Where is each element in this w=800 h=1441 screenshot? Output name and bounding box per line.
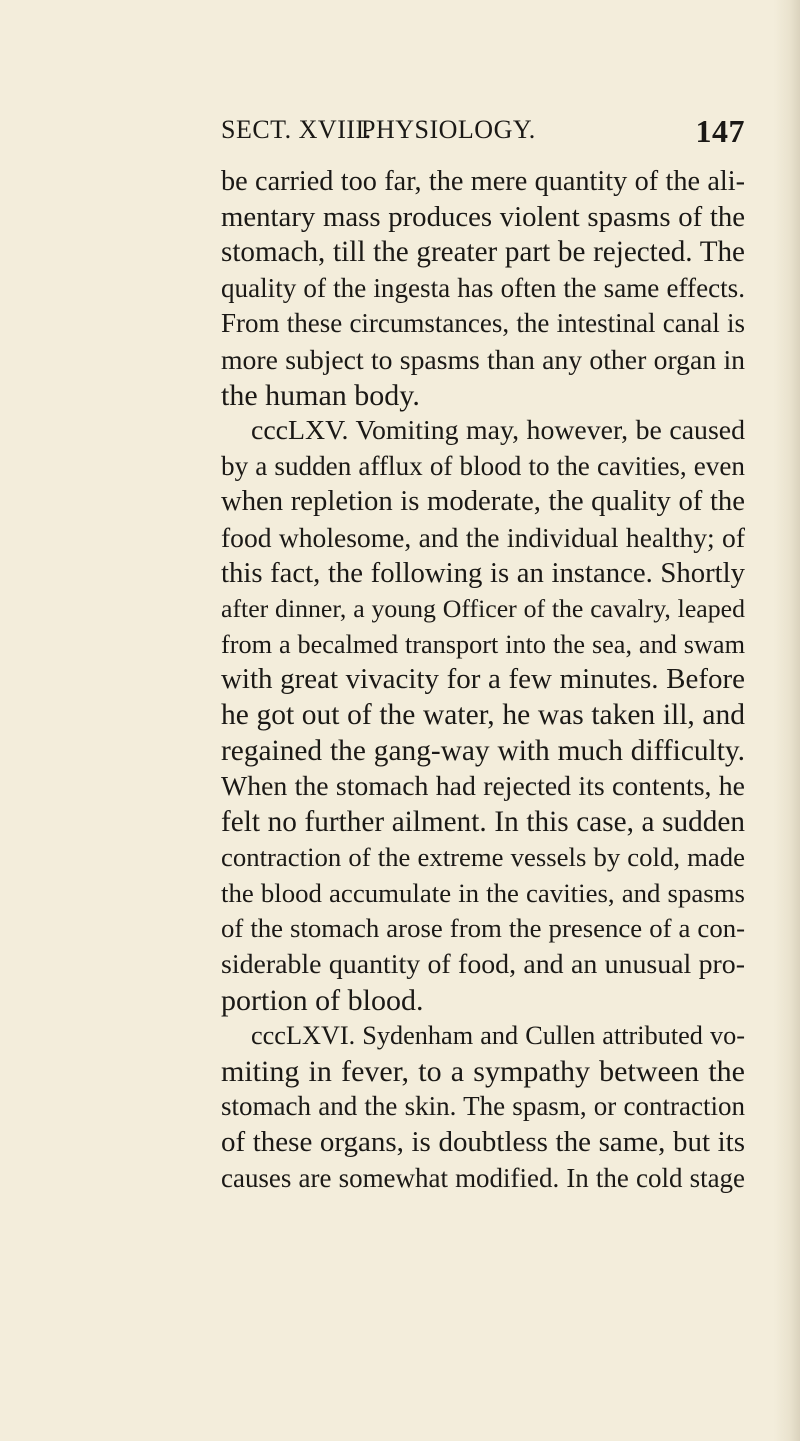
text-line: be carried too far, the mere quantity of the ali- [221,166,745,197]
page-number: 147 [695,113,745,149]
paragraph-start-ccclxv: cccLXV. Vomiting may, however, be caused [251,415,745,447]
text-line: of these organs, is doubtless the same, but its [221,1126,745,1159]
text-line: siderable quantity of food, and an unusual pro- [221,949,745,981]
text-line: From these circumstances, the intestinal canal is [221,308,745,339]
text-line: the blood accumulate in the cavities, and spasms [221,877,745,908]
text-line: When the stomach had rejected its contents, he [221,771,745,803]
text-line: this fact, the following is an instance. Shortly [221,556,745,589]
text-line: quality of the ingesta has often the same effects. [221,272,745,303]
running-title: PHYSIOLOGY. [361,115,536,144]
text-line: felt no further ailment. In this case, a sudden [221,805,745,838]
text-line: he got out of the water, he was taken ill, and [221,698,745,731]
text-line: portion of blood. [221,983,424,1017]
text-line: by a sudden afflux of blood to the cavities, even [221,450,745,481]
running-head [221,115,745,149]
text-line: with great vivacity for a few minutes. Before [221,663,745,696]
section-label: SECT. XVIII. [221,115,372,144]
text-line: when repletion is moderate, the quality of the [221,485,745,518]
text-line: more subject to spasms than any other organ in [221,343,745,375]
text-line: mentary mass produces violent spasms of the [221,200,745,233]
text-line: causes are somewhat modified. In the cold stage [221,1162,745,1193]
text-line: miting in fever, to a sympathy between the [221,1054,745,1088]
text-line: of the stomach arose from the presence of a con- [221,913,745,944]
text-line: stomach and the skin. The spasm, or contraction [221,1091,745,1122]
text-line: after dinner, a young Officer of the cavalry, leaped [221,594,745,624]
text-line: stomach, till the greater part be rejected. The [221,236,745,269]
body-text [221,164,745,1196]
paragraph-start-ccclxvi: cccLXVI. Sydenham and Cullen attributed vo- [251,1021,745,1051]
text-line: contraction of the extreme vessels by cold, made [221,842,745,873]
text-line: from a becalmed transport into the sea, and swam [221,629,745,659]
page-edge-shadow [774,0,800,1441]
text-line: the human body. [221,378,420,412]
text-line: regained the gang-way with much difficulty. [221,734,745,767]
text-line: food wholesome, and the individual healthy; of [221,521,745,553]
